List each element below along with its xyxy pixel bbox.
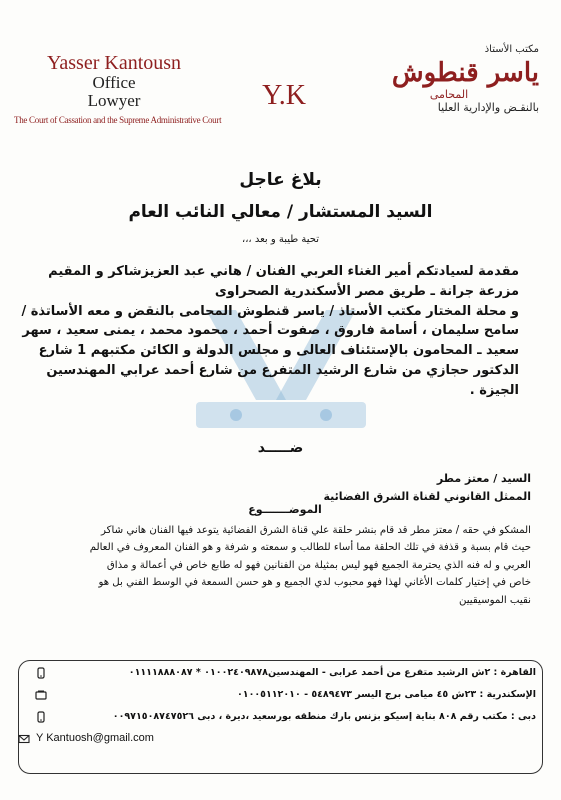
letterhead-english [14,52,222,126]
intro-line: مقدمة لسيادتكم أمير الغناء العربي الفنان / هاني عبد العزيزشاكر و المقيم [48,264,519,279]
phone-icon [35,711,47,723]
office-name-ar: ياسر قنطوش [391,58,539,88]
court-label-ar: بالنقـض والإدارية العليا [437,101,539,114]
intro-line: مزرعة جرانة ـ طريق مصر الأسكندرية الصحراوى [214,283,519,299]
intro-paragraph [21,262,519,401]
subject-label: الموضـــــــوع [248,503,322,516]
defendant-block [231,470,531,506]
greeting-line: تحية طيبة و بعد ،،، [241,234,320,245]
phone-icon [35,667,47,679]
monogram: Y.K [262,80,306,111]
complaint-line: نقيب الموسيقيين [458,594,531,606]
phone-icon [35,689,47,701]
intro-line: سامح سليمان ، أسامة فاروق ، صفوت أحمد ، محمود محمد ، يمنى سعيد ، سهر [22,323,519,339]
footer-dubai-address: دبى : مكتب رقم ٨٠٨ بناية إسيكو بزنس بارك منطقه بورسعيد ،ديرة ، دبى ٠٠٩٧١٥٠٨٧٤٧٥٢٦ [112,711,536,722]
lawyer-title-ar: المحامى [429,88,469,101]
complaint-line: العربي و له فنه الذي يحترمة الجميع فهو ليس بمثيلة من الفنانين فهو له طابع خاص في أعمالة و مذاق [106,559,531,571]
document-heading: بلاغ عاجل [239,170,322,190]
versus-label: ضـــــد [257,440,304,456]
complaint-line: حيث قام بسبة و قذفة في تلك الحلقة مما أساء للطالب و سمعته و شرفة و هو الفنان المعروف في العالم [89,542,531,554]
lawyer-label-en: Lowyer [87,91,141,110]
office-name-en: Yasser Kantousn [46,52,182,74]
footer-cairo-address: القاهرة : ٢ش الرشيد متفرع من أحمد عرابى - المهندسين٠١٠٠٢٤٠٩٨٧٨ * ٠١١١١٨٨٨٠٨٧ [128,667,536,678]
office-label-en: Office [92,73,136,92]
complaint-line: خاص في إختيار كلمات الأغاني لهذا فهو محبوب لدي الجميع و هو حسن السمعة في الوسط الفني بل هو [98,577,531,589]
complaint-paragraph [26,522,531,609]
defendant-line: السيد / معتز مطر [436,472,531,485]
letterhead-arabic [359,44,539,114]
recipient-line: السيد المستشار / معالي النائب العام [128,202,433,222]
complaint-line: المشكو في حقه / معتز مطر قد قام بنشر حلقة علي قناة الشرق الفضائية يتوعد فيها الفنان هاني شاكر [101,525,531,536]
court-label-en: The Court of Cassation and the Supreme Administrative Court [14,115,222,125]
office-label-ar: مكتب الأستاذ [484,44,539,55]
intro-line: الجيزة . [469,382,519,398]
footer-alex-address: الإسكندرية : ٢٣ش ٤٥ ميامى برج اليسر ٥٤٨٩٤٧٣ - ٠١٠٠٥١١٢٠١٠ [236,689,536,700]
defendant-line: الممثل القانوني لقناة الشرق الفضائية [323,490,531,503]
intro-line: و محلة المختار مكتب الأستاذ / ياسر قنطوش المحامى بالنقض و معه الأساتذة / [21,303,519,319]
email-icon [18,733,30,745]
footer-email[interactable]: Y Kantuosh@gmail.com [36,732,154,744]
intro-line: الدكتور حجازي من شارع الرشيد المتفرع من شارع أحمد عرابي المهندسين [46,362,519,378]
footer-contact-box [18,660,543,774]
intro-line: سعيد ـ المحامون بالإستئناف العالى و مجلس الدولة و الكائن مكتبهم 1 شارع [38,343,519,359]
